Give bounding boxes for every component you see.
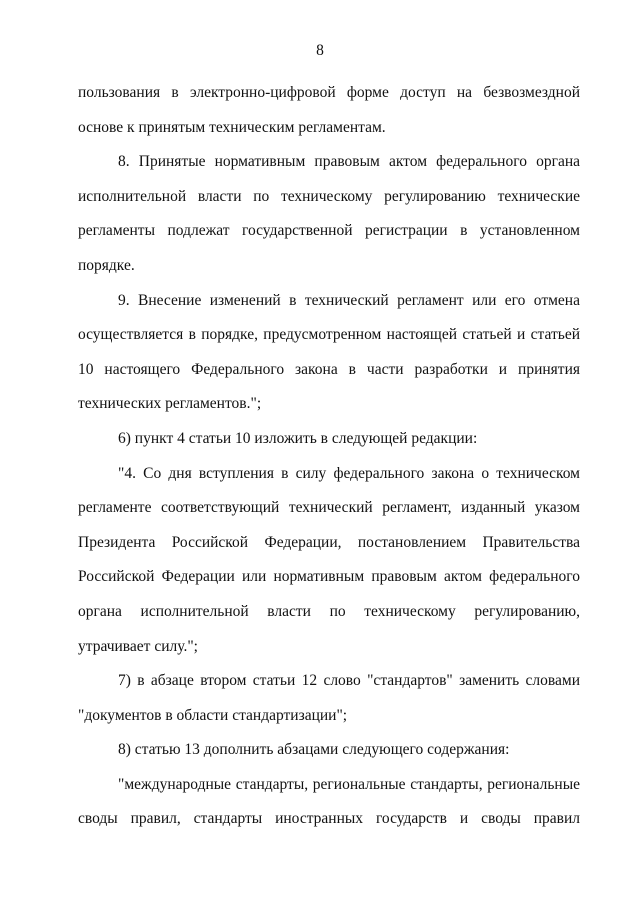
paragraph-item-8: 8. Принятые нормативным правовым актом федерального органа исполнительной власти по техническому регулированию технические регламенты подлежат государственной регистрации в установленном порядке. bbox=[78, 153, 580, 274]
paragraph-subitem-7: 7) в абзаце втором статьи 12 слово "стандартов" заменить словами "документов в области стандартизации"; bbox=[78, 672, 580, 724]
document-body bbox=[78, 76, 580, 837]
paragraph-continuation: пользования в электронно-цифровой форме доступ на безвозмездной основе к принятым техническим регламентам. bbox=[78, 84, 580, 136]
page-number: 8 bbox=[316, 42, 324, 59]
paragraph-item-9: 9. Внесение изменений в технический регламент или его отмена осуществляется в порядке, предусмотренном настоящей статьей и статьей 10 настоящего Федерального закона в части разработки и принятия технических регламентов."; bbox=[78, 291, 580, 413]
paragraph-subitem-6: 6) пункт 4 статьи 10 изложить в следующей редакции: bbox=[118, 429, 478, 447]
paragraph-subitem-8: 8) статью 13 дополнить абзацами следующего содержания: bbox=[118, 741, 510, 759]
paragraph-quoted-standards: "международные стандарты, региональные стандарты, региональные своды правил, стандарты иностранных государств и своды правил bbox=[78, 775, 580, 828]
paragraph-quoted-item-4: "4. Со дня вступления в силу федерального закона о техническом регламенте соответствующий технический регламент, изданный указом Президента Российской Федерации, постановлением Правительства Российской Федерации или нормативным правовым актом федерального органа исполнительной власти по техническому регулированию, утрачивает силу."; bbox=[78, 464, 580, 655]
